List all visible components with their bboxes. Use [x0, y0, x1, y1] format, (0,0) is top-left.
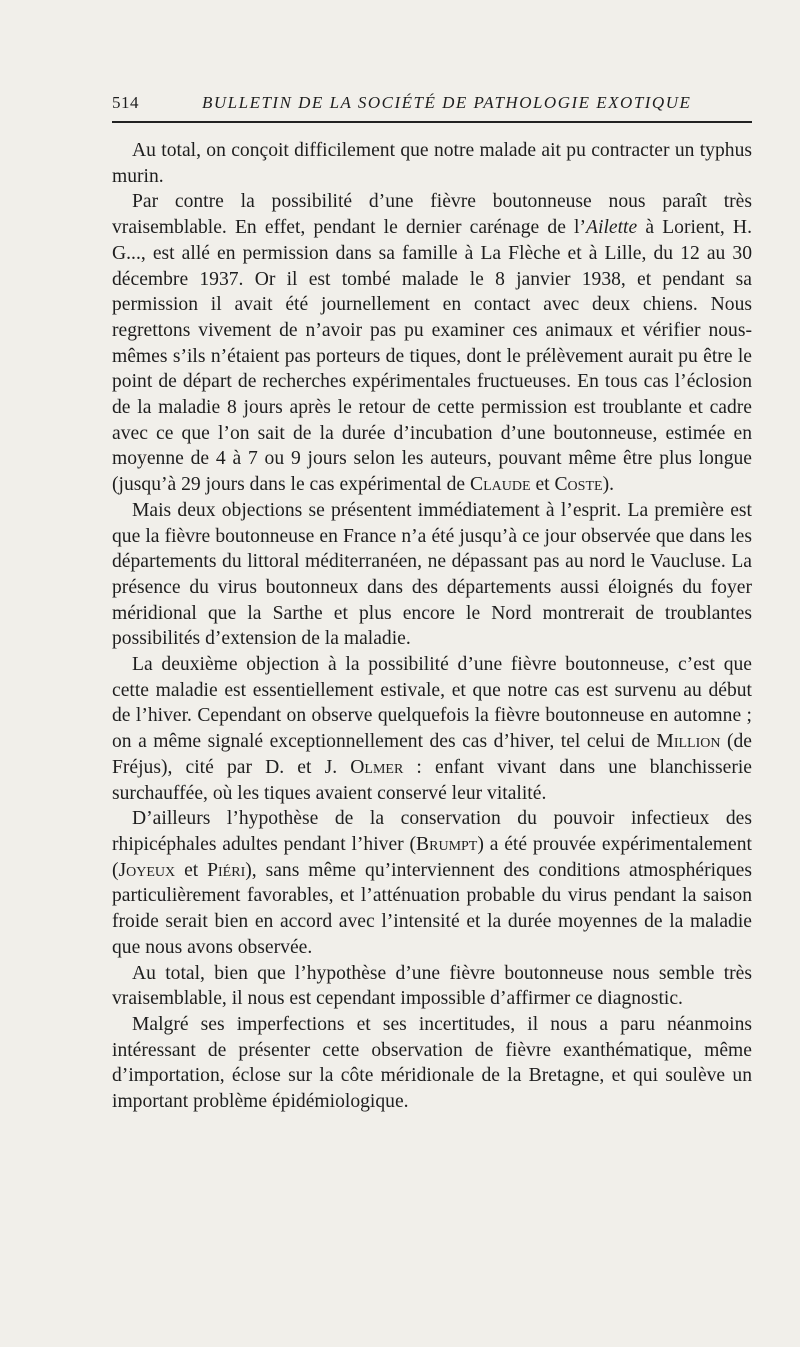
running-title: BULLETIN DE LA SOCIÉTÉ DE PATHOLOGIE EXOTIQUE — [202, 93, 692, 112]
paragraph-1: Au total, on conçoit difficilement que notre malade ait pu contracter un typhus murin. — [112, 140, 752, 187]
paragraph-4 — [112, 652, 752, 806]
text-run: ) a été prouvée expérimentalement ( — [112, 833, 752, 881]
author-name: Million — [656, 731, 721, 753]
author-name: Coste — [554, 474, 603, 496]
text-run: : enfant vivant dans une blanchisserie surchauffée, où les tiques avaient conservé leur vitalité. — [112, 756, 752, 804]
paragraph-5 — [112, 806, 752, 960]
text-run: ), sans même qu’interviennent des conditions atmosphériques particulièrement favorables, et l’atténuation probable du virus pendant la saison froide serait bien en accord avec l’intensité et la durée moyennes de la maladie que nous avons observée. — [112, 859, 752, 958]
author-name: Piéri — [207, 859, 246, 881]
paragraph-6: Au total, bien que l’hypothèse d’une fièvre boutonneuse nous semble très vraisemblable, il nous est cependant impossible d’affirmer ce diagnostic. — [112, 962, 752, 1010]
text-run: (de Fréjus), cité par D. et J. — [112, 731, 752, 778]
author-name: Claude — [470, 474, 531, 496]
text-run: ). — [602, 474, 614, 496]
author-name: Joyeux — [118, 859, 176, 881]
ship-name: Ailette — [586, 217, 638, 239]
text-run: La deuxième objection à la possibilité d’une fièvre boutonneuse, c’est que cette maladie est essentiellement estivale, et que notre cas est survenu au début de l’hiver. Cependant on observe quelquefois la fièvre boutonneuse en automne ; on a même signalé exceptionnellement des cas d’hiver, tel celui de — [112, 654, 752, 753]
body-text — [112, 138, 752, 1115]
text-run: Par contre la possibilité d’une fièvre boutonneuse nous paraît très vraisemblable. En effet, pendant le dernier carénage de l’ — [112, 191, 752, 239]
paragraph-3: Mais deux objections se présentent immédiatement à l’esprit. La première est que la fièvre boutonneuse en France n’a été jusqu’à ce jour observée que dans les départements du littoral méditerranéen, ne dépassant pas au nord le Vaucluse. La présence du virus boutonneux dans des départements aussi éloignés du foyer méridional que la Sarthe et plus encore le Nord montrerait de troublantes possibilités d’extension de la maladie. — [112, 499, 752, 650]
text-run: et — [530, 474, 555, 496]
page-number: 514 — [112, 93, 139, 112]
paragraph-7: Malgré ses imperfections et ses incertitudes, il nous a paru néanmoins intéressant de présenter cette observation de fièvre exanthématique, même d’importation, éclose sur la côte méridionale de la Bretagne, et qui soulève un important problème épidémiologique. — [112, 1013, 752, 1113]
text-run: D’ailleurs l’hypothèse de la conservation du pouvoir infectieux des rhipicéphales adultes pendant l’hiver ( — [112, 808, 752, 855]
paragraph-2 — [112, 189, 752, 497]
text-run: à Lorient, H. G..., est allé en permission dans sa famille à La Flèche et à Lille, du 12 au 30 décembre 1937. Or il est tombé malade le 8 janvier 1938, et pendant sa permission il avait été journellement en contact avec deux chiens. Nous regrettons vivement de n’avoir pas pu examiner ces animaux et vérifier nous-mêmes s’ils n’étaient pas porteurs de tiques, dont le prélèvement aurait pu être le point de départ de recherches expérimentales fructueuses. En tous cas l’éclosion de la maladie 8 jours après le retour de cette permission est troublante et cadre avec ce que l’on sait de la durée d’incubation d’une boutonneuse, estimée en moyenne de 4 à 7 ou 9 jours selon les auteurs, pouvant même être plus longue (jusqu’à 29 jours dans le cas expérimental de — [112, 217, 752, 496]
author-name: Olmer — [350, 756, 404, 778]
page-header — [112, 93, 752, 123]
header-rule — [112, 121, 752, 123]
text-run: et — [175, 859, 208, 881]
author-name: Brumpt — [416, 833, 478, 855]
